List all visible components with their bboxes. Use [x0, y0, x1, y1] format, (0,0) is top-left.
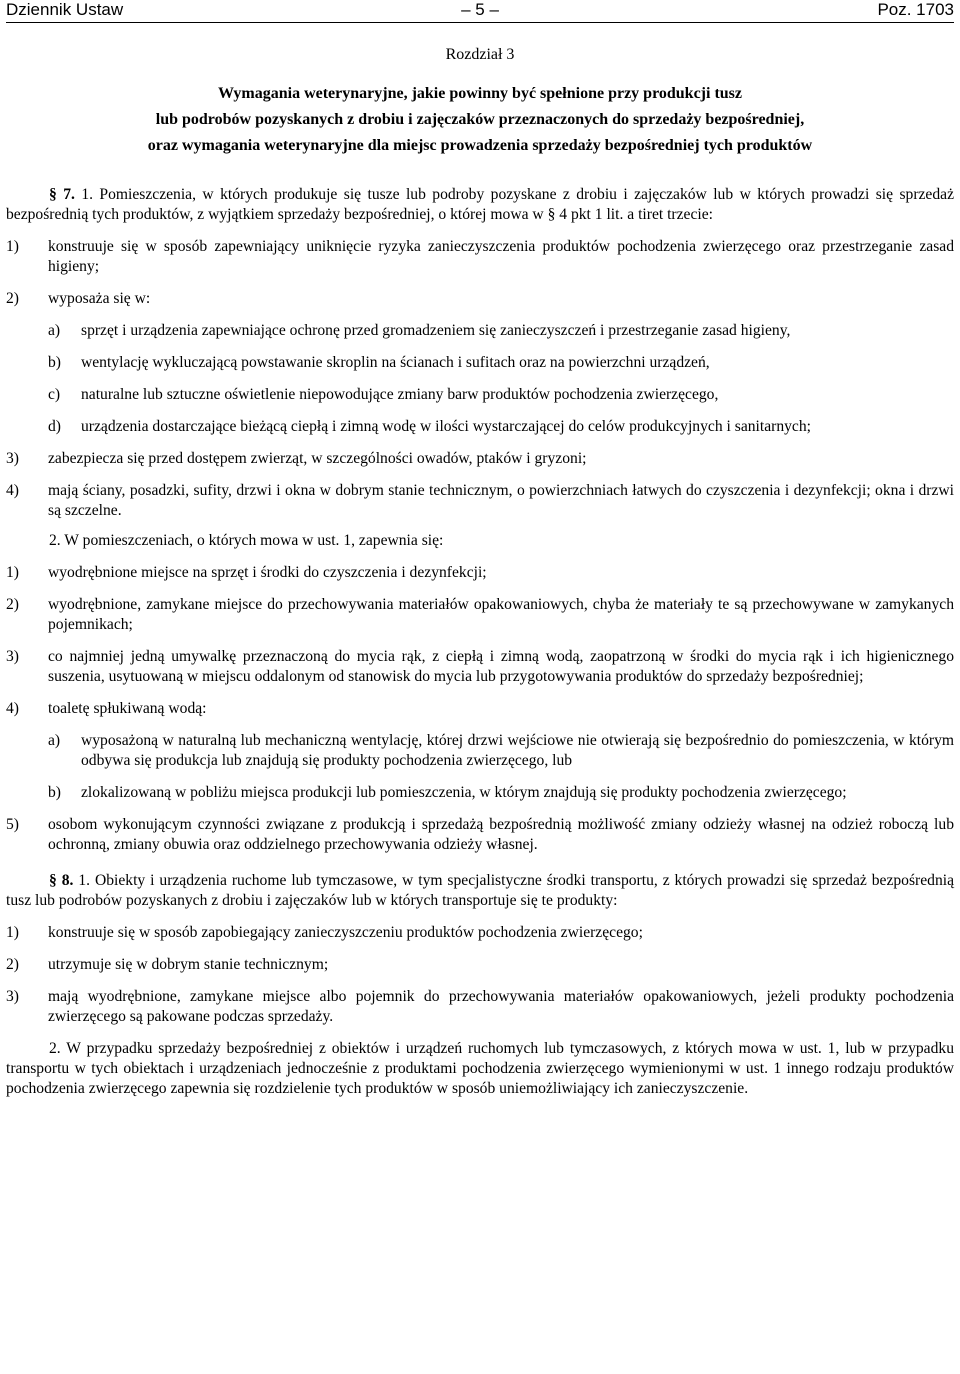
- list-item: [6, 449, 954, 469]
- item-text: mają wyodrębnione, zamykane miejsce albo pojemnik do przechowywania materiałów opakowaniowych, jeżeli produkty pochodzenia zwierzęcego są pakowane podczas sprzedaży.: [48, 988, 954, 1025]
- sub-item: [6, 385, 954, 405]
- heading-line: Wymagania weterynaryjne, jakie powinny być spełnione przy produkcji tusz: [217, 85, 742, 102]
- section-mark: § 8.: [49, 872, 74, 889]
- page-number: – 5 –: [461, 0, 499, 19]
- item-letter: c): [48, 386, 61, 403]
- item-text: wyodrębnione, zamykane miejsce do przechowywania materiałów opakowaniowych, chyba że materiały te są przechowywane w zamykanych pojemnikach;: [48, 596, 954, 633]
- item-number: 3): [6, 648, 19, 665]
- item-letter: d): [48, 418, 61, 435]
- item-text: toaletę spłukiwaną wodą:: [48, 700, 207, 717]
- sub-item: [6, 731, 954, 771]
- list-item: [6, 955, 954, 975]
- item-text: wyposaża się w:: [48, 290, 151, 307]
- item-letter: b): [48, 354, 61, 371]
- item-text: osobom wykonującym czynności związane z produkcją i sprzedażą bezpośrednią możliwość zmiany odzieży własnej na odzież roboczą lub ochronną, zmiany obuwia oraz oddzielnego przechowywania odzieży własnej.: [48, 816, 954, 853]
- section-7-intro: [6, 185, 954, 225]
- list-item: [6, 563, 954, 583]
- item-text: naturalne lub sztuczne oświetlenie niepowodujące zmiany barw produktów pochodzenia zwierzęcego,: [81, 386, 719, 403]
- item-number: 2): [6, 596, 19, 613]
- item-number: 2): [6, 956, 19, 973]
- item-text: wyposażoną w naturalną lub mechaniczną wentylację, której drzwi wejściowe nie otwierają się bezpośrednio do pomieszczenia, w którym odbywa się produkcja lub znajdują się produkty pochodzenia zwierzęcego, lub: [81, 732, 954, 769]
- list-item: [6, 647, 954, 687]
- item-text: konstruuje się w sposób zapewniający uniknięcie ryzyka zanieczyszczenia produktów pochodzenia zwierzęcego oraz przestrzeganie zasad higieny;: [48, 238, 954, 275]
- item-number: 5): [6, 816, 19, 833]
- position-number: Poz. 1703: [877, 0, 954, 19]
- item-letter: a): [48, 322, 61, 339]
- sub-item: [6, 417, 954, 437]
- section-text: 1. Obiekty i urządzenia ruchome lub tymczasowe, w tym specjalistyczne środki transportu, z których prowadzi się sprzedaż bezpośrednią tusz lub podrobów pozyskanych z drobiu i zajęczaków lub w których transportuje się te produkty:: [6, 872, 955, 909]
- item-text: wentylację wykluczającą powstawanie skroplin na ścianach i sufitach oraz na powierzchni urządzeń,: [81, 354, 710, 371]
- list-item: [6, 987, 954, 1027]
- chapter-heading: [6, 81, 954, 159]
- section-text: 1. Pomieszczenia, w których produkuje się tusze lub podroby pozyskane z drobiu i zajęczaków lub w których prowadzi się sprzedaż bezpośrednią tych produktów, z wyjątkiem sprzedaży bezpośredniej, o której mowa w § 4 pkt 1 lit. a tiret trzecie:: [6, 186, 954, 223]
- sub-item: [6, 353, 954, 373]
- page-header: [6, 0, 954, 23]
- item-number: 1): [6, 238, 19, 255]
- item-number: 3): [6, 988, 19, 1005]
- item-text: zabezpiecza się przed dostępem zwierząt, w szczególności owadów, ptaków i gryzoni;: [48, 450, 587, 467]
- list-item: [6, 289, 954, 309]
- item-text: mają ściany, posadzki, sufity, drzwi i okna w dobrym stanie technicznym, o powierzchniach łatwych do czyszczenia i dezynfekcji; okna i drzwi są szczelne.: [48, 482, 954, 519]
- heading-line: lub podrobów pozyskanych z drobiu i zajęczaków przeznaczonych do sprzedaży bezpośredniej,: [155, 111, 805, 128]
- chapter-title: Rozdział 3: [445, 46, 515, 63]
- list-item: [6, 699, 954, 719]
- list-item: [6, 237, 954, 277]
- item-number: 4): [6, 700, 19, 717]
- sub-item: [6, 783, 954, 803]
- item-text: co najmniej jedną umywalkę przeznaczoną do mycia rąk, z ciepłą i zimną wodą, zaopatrzoną w środki do mycia rąk i ich higienicznego suszenia, usytuowaną w miejscu oddalonym od stanowisk do mycia lub przygotowywania produktów do sprzedaży bezpośredniej;: [48, 648, 954, 685]
- list-item: [6, 595, 954, 635]
- sub-item: [6, 321, 954, 341]
- item-text: urządzenia dostarczające bieżącą ciepłą i zimną wodę w ilości wystarczającej do celów produkcyjnych i sanitarnych;: [81, 418, 811, 435]
- item-number: 1): [6, 564, 19, 581]
- section-mark: § 7.: [49, 186, 75, 203]
- item-text: sprzęt i urządzenia zapewniające ochronę przed gromadzeniem się zanieczyszczeń i przestrzeganie zasad higieny,: [81, 322, 791, 339]
- journal-title: Dziennik Ustaw: [6, 0, 124, 19]
- section-8-para-2: 2. W przypadku sprzedaży bezpośredniej z obiektów i urządzeń ruchomych lub tymczasowych, z których mowa w ust. 1, lub w przypadku transportu w tych obiektach i urządzeniach jednocześnie z produktami pochodzenia zwierzęcego wymienionymi w ust. 1 innego rodzaju produktów pochodzenia zwierzęcego zapewnia się rozdzielenie tych produktów w sposób uniemożliwiający ich zanieczyszczenie.: [6, 1040, 954, 1097]
- item-letter: b): [48, 784, 61, 801]
- document-page: [6, 0, 954, 1099]
- item-number: 2): [6, 290, 19, 307]
- item-number: 3): [6, 450, 19, 467]
- list-item: [6, 923, 954, 943]
- heading-line: oraz wymagania weterynaryjne dla miejsc prowadzenia sprzedaży bezpośredniej tych produktów: [147, 137, 813, 154]
- section-7-para-2: 2. W pomieszczeniach, o których mowa w ust. 1, zapewnia się:: [49, 532, 444, 549]
- item-text: wyodrębnione miejsce na sprzęt i środki do czyszczenia i dezynfekcji;: [48, 564, 487, 581]
- section-8-intro: [6, 871, 954, 911]
- item-number: 1): [6, 924, 19, 941]
- item-text: utrzymuje się w dobrym stanie technicznym;: [48, 956, 329, 973]
- item-number: 4): [6, 482, 19, 499]
- item-text: zlokalizowaną w pobliżu miejsca produkcji lub pomieszczenia, w którym znajdują się produkty pochodzenia zwierzęcego;: [81, 784, 847, 801]
- list-item: [6, 815, 954, 855]
- item-text: konstruuje się w sposób zapobiegający zanieczyszczeniu produktów pochodzenia zwierzęcego;: [48, 924, 643, 941]
- list-item: [6, 481, 954, 521]
- item-letter: a): [48, 732, 61, 749]
